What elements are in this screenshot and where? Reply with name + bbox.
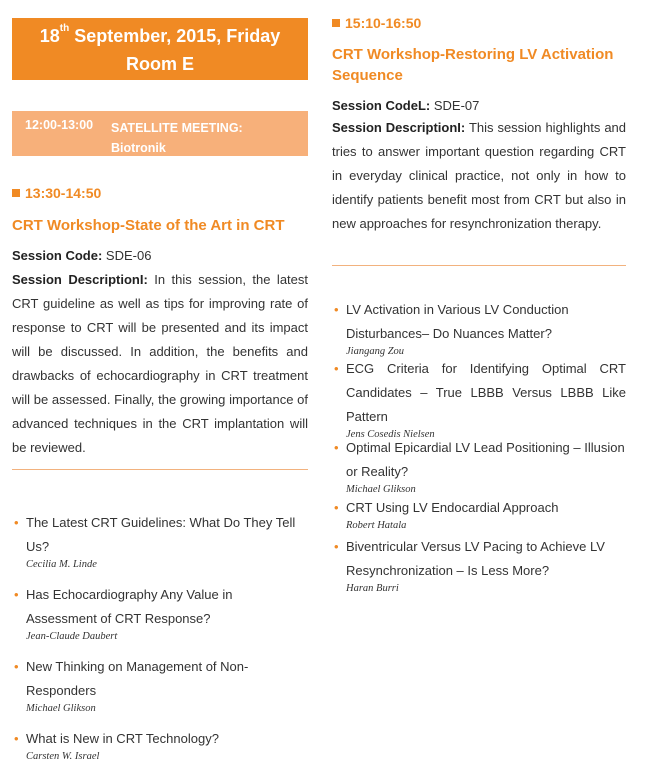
bullet-icon: • [14, 659, 19, 674]
left-talk-list [12, 511, 302, 762]
list-item: • ECG Criteria for Identifying Optimal CRT Candidates – True LBBB Versus LBBB Like Pattern Jens Cosedis Nielsen [332, 357, 626, 436]
room-label: Room E [125, 54, 194, 74]
satellite-title: SATELLITE MEETING: Biotronik [111, 121, 243, 155]
right-session-title: CRT Workshop-Restoring LV Activation Sequence [332, 46, 614, 84]
bullet-icon: • [334, 440, 339, 455]
bullet-icon: • [14, 515, 19, 530]
right-session-time: 15:10-16:50 [332, 15, 421, 31]
right-session-code: Session CodeL: SDE-07 [332, 98, 480, 113]
left-divider [12, 469, 308, 470]
left-session-info [12, 244, 308, 460]
bullet-icon: • [334, 361, 339, 376]
bullet-icon: • [334, 539, 339, 554]
list-item: • What is New in CRT Technology? Carsten W. Israel [12, 727, 302, 762]
right-session-info [332, 96, 626, 236]
day-header [12, 18, 308, 80]
bullet-icon: • [14, 587, 19, 602]
left-session-title: CRT Workshop-State of the Art in CRT [12, 217, 285, 234]
square-bullet-icon [12, 189, 20, 197]
square-bullet-icon [332, 19, 340, 27]
right-divider [332, 265, 626, 266]
list-item: • CRT Using LV Endocardial Approach Robert Hatala [332, 496, 626, 535]
left-session-code: Session Code: SDE-06 [12, 248, 152, 263]
list-item: • Biventricular Versus LV Pacing to Achieve LV Resynchronization – Is Less More? Haran Burri [332, 535, 626, 594]
left-session-time: 13:30-14:50 [12, 185, 101, 201]
bullet-icon: • [334, 500, 339, 515]
right-session-description: Session DescriptionI: This session highlights and tries to answer important question regarding CRT in everyday clinical practice, not only in how to identify patients benefit most from CRT but also in new approaches for resynchronization therapy. [332, 120, 627, 231]
list-item: • Optimal Epicardial LV Lead Positioning – Illusion or Reality? Michael Glikson [332, 436, 626, 496]
bullet-icon: • [334, 302, 339, 317]
satellite-time: 12:00-13:00 [25, 118, 94, 132]
list-item: • New Thinking on Management of Non-Responders Michael Glikson [12, 655, 302, 727]
list-item: • LV Activation in Various LV Conduction Disturbances– Do Nuances Matter? Jiangang Zou [332, 298, 626, 357]
right-talk-list [332, 298, 626, 594]
date-line: 18th September, 2015, Friday [39, 23, 281, 46]
list-item: • Has Echocardiography Any Value in Assessment of CRT Response? Jean-Claude Daubert [12, 583, 302, 655]
bullet-icon: • [14, 731, 19, 746]
list-item: • The Latest CRT Guidelines: What Do They Tell Us? Cecilia M. Linde [12, 511, 302, 583]
left-session-description: Session DescriptionI: In this session, the latest CRT guideline as well as tips for improving rate of response to CRT will be presented and its impact will be discussed. In addition, the benefits and drawbacks of echocardiography in CRT treatment will be assessed. Finally, the growing importance of advanced techniques in the CRT implantation will be reviewed. [12, 272, 309, 455]
satellite-meeting-banner [12, 111, 308, 156]
